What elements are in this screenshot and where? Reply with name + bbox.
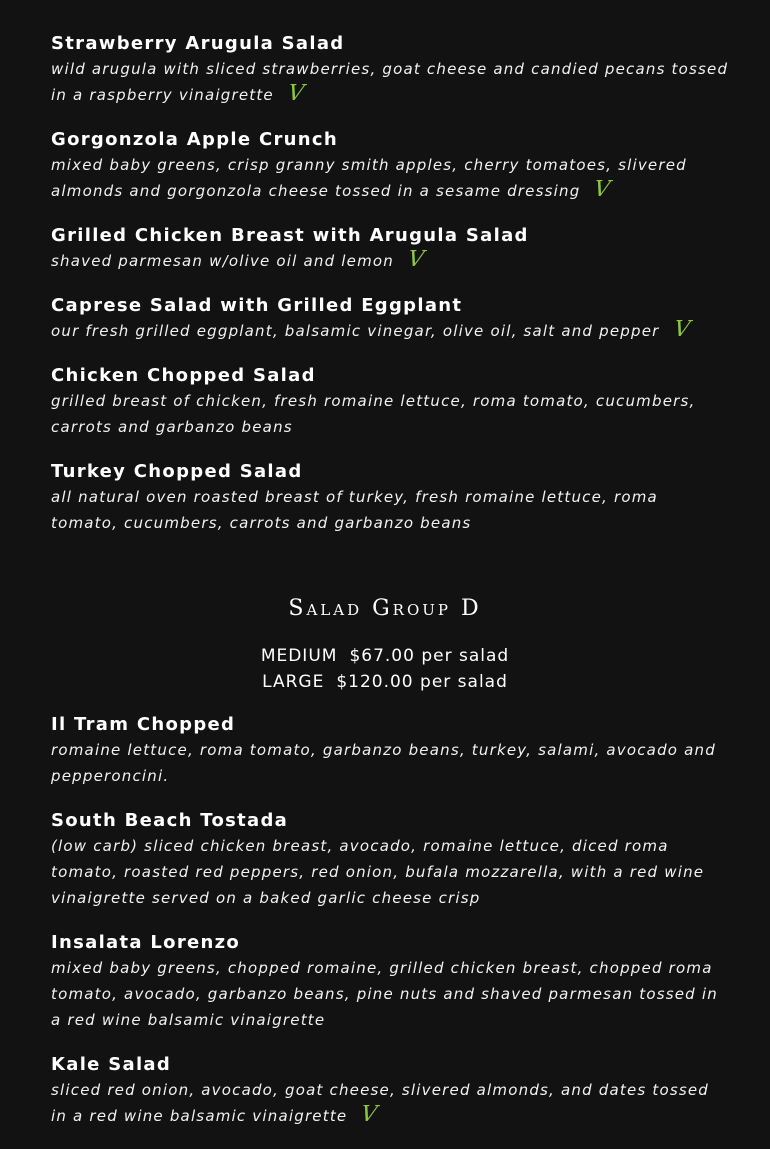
salad-list-group-d: [0, 713, 770, 1129]
menu-item-description-text: romaine lettuce, roma tomato, garbanzo beans, turkey, salami, avocado and pepperoncini.: [51, 741, 716, 785]
vegetarian-icon: V: [406, 247, 427, 272]
menu-item-name: Strawberry Arugula Salad: [51, 33, 345, 54]
price-unit: per salad: [421, 646, 510, 666]
price-line: [0, 669, 770, 695]
menu-item: [51, 32, 730, 108]
menu-item: [51, 294, 730, 344]
menu-item: [51, 128, 730, 204]
vegetarian-icon: V: [286, 81, 307, 106]
menu-item-description: [51, 152, 730, 204]
price-amount: $67.00: [349, 646, 415, 666]
menu-item: [51, 460, 730, 536]
menu-item: [51, 224, 730, 274]
price-unit: per salad: [420, 672, 508, 692]
menu-item-description: [51, 248, 730, 274]
menu-item-description: [51, 737, 730, 789]
menu-item-name: Gorgonzola Apple Crunch: [51, 129, 338, 150]
menu-item-name: Grilled Chicken Breast with Arugula Salad: [51, 225, 529, 246]
section-title: Salad Group D: [288, 596, 482, 621]
menu-item-description: [51, 56, 730, 108]
menu-item-description-text: grilled breast of chicken, fresh romaine lettuce, roma tomato, cucumbers, carrots and garbanzo beans: [51, 392, 696, 436]
vegetarian-icon: V: [359, 1102, 381, 1127]
menu-item: [51, 809, 730, 911]
menu-item-description-text: mixed baby greens, chopped romaine, grilled chicken breast, chopped roma tomato, avocado, garbanzo beans, pine nuts and shaved parmesan tossed in a red wine balsamic vinaigrette: [51, 959, 718, 1029]
menu-item: [51, 1053, 730, 1129]
price-size: LARGE: [262, 672, 325, 692]
menu-item-description-text: all natural oven roasted breast of turkey, fresh romaine lettuce, roma tomato, cucumbers, carrots and garbanzo beans: [51, 488, 658, 532]
menu-item-description: [51, 318, 730, 344]
salad-group-d: [0, 596, 770, 1129]
vegetarian-icon: V: [592, 177, 614, 202]
menu-item-description: [51, 388, 730, 440]
price-size: MEDIUM: [260, 646, 338, 666]
menu-item-description-text: (low carb) sliced chicken breast, avocado, romaine lettuce, diced roma tomato, roasted red peppers, red onion, bufala mozzarella, with a red wine vinaigrette served on a baked garlic cheese crisp: [51, 837, 705, 907]
menu-item-name: Insalata Lorenzo: [51, 932, 241, 953]
menu-item-name: Turkey Chopped Salad: [51, 461, 303, 482]
menu-item-description: [51, 833, 730, 911]
menu-item-description: [51, 484, 730, 536]
menu-item-name: Chicken Chopped Salad: [51, 365, 316, 386]
menu-item-description-text: sliced red onion, avocado, goat cheese, slivered almonds, and dates tossed in a red wine balsamic vinaigrette: [51, 1081, 710, 1125]
menu-item-description-text: our fresh grilled eggplant, balsamic vinegar, olive oil, salt and pepper: [51, 322, 660, 340]
menu-item-name: Kale Salad: [51, 1054, 172, 1075]
menu-item-description-text: mixed baby greens, crisp granny smith apples, cherry tomatoes, slivered almonds and gorgonzola cheese tossed in a sesame dressing: [51, 156, 687, 200]
price-amount: $120.00: [336, 672, 414, 692]
menu-item: [51, 364, 730, 440]
menu-item-description-text: shaved parmesan w/olive oil and lemon: [51, 252, 394, 270]
menu-item-description: [51, 1077, 730, 1129]
price-line: [0, 643, 770, 669]
salad-list-upper: [0, 32, 770, 536]
menu-item: [51, 931, 730, 1033]
menu-item-name: Il Tram Chopped: [51, 714, 236, 735]
menu-item-name: Caprese Salad with Grilled Eggplant: [51, 295, 463, 316]
menu-item: [51, 713, 730, 789]
menu-item-description: [51, 955, 730, 1033]
menu-item-name: South Beach Tostada: [51, 810, 289, 831]
menu-item-description-text: wild arugula with sliced strawberries, goat cheese and candied pecans tossed in a raspberry vinaigrette: [51, 60, 729, 104]
vegetarian-icon: V: [671, 317, 693, 342]
price-list: [0, 643, 770, 695]
